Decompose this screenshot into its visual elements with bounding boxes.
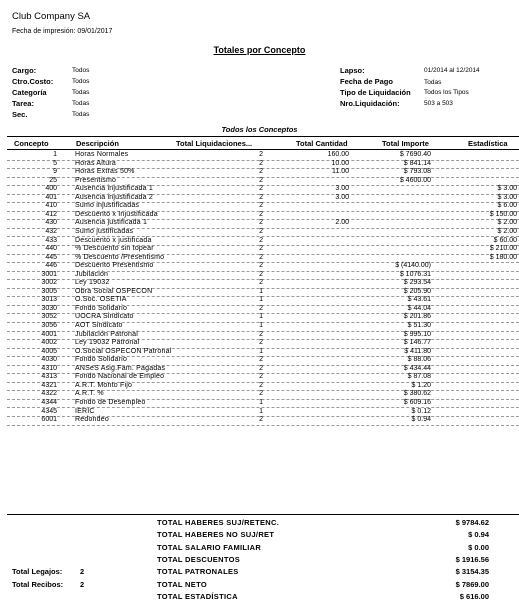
cell-desc: UOCRA Sindicato bbox=[75, 313, 134, 321]
cell-code: 3005 bbox=[41, 287, 57, 295]
cell-liq: 2 bbox=[259, 364, 263, 372]
total-legajos-value: 2 bbox=[80, 567, 85, 576]
cell-code: 400 bbox=[45, 185, 57, 193]
cell-liq: 2 bbox=[259, 227, 263, 235]
filter-cargo-value: Todos bbox=[72, 67, 90, 74]
cell-desc: Fondo Solidario bbox=[75, 356, 128, 364]
cell-imp: $ 43.61 bbox=[407, 296, 431, 304]
total-value: $ 9784.62 bbox=[455, 518, 489, 527]
col-header-cantidad: Total Cantidad bbox=[296, 139, 348, 148]
cell-desc: Ley 19032 bbox=[75, 279, 110, 287]
total-label: TOTAL SALARIO FAMILIAR bbox=[157, 542, 262, 552]
cell-desc: Ausencia injustificada 1 bbox=[75, 185, 153, 193]
total-label: TOTAL HABERES NO SUJ/RET bbox=[157, 530, 275, 540]
header-rule-bottom bbox=[7, 149, 519, 150]
total-recibos-label: Total Recibos: bbox=[12, 580, 64, 589]
cell-est: $ 150.00 bbox=[489, 210, 517, 218]
cell-desc: Fondo Solidario bbox=[75, 304, 128, 312]
cell-imp: $ 411.80 bbox=[404, 347, 431, 355]
cell-imp: $ 7690.40 bbox=[399, 151, 431, 158]
cell-code: 3001 bbox=[41, 270, 57, 278]
cell-liq: 1 bbox=[259, 313, 263, 321]
cell-code: 3013 bbox=[41, 296, 57, 304]
cell-code: 4001 bbox=[41, 330, 57, 338]
filter-lapso-value: 01/2014 al 12/2014 bbox=[424, 67, 480, 74]
cell-code: 445 bbox=[45, 253, 57, 261]
total-label: TOTAL NETO bbox=[157, 579, 207, 589]
cell-desc: A.R.T. % bbox=[75, 390, 104, 398]
filter-tarea-label: Tarea: bbox=[12, 99, 34, 108]
cell-imp: $ 609.16 bbox=[403, 398, 431, 406]
cell-liq: 2 bbox=[259, 159, 263, 167]
company-name: Club Company SA bbox=[12, 11, 91, 22]
cell-liq: 1 bbox=[259, 398, 263, 406]
cell-desc: Ley 19032 Patronal bbox=[75, 339, 140, 347]
cell-code: 4322 bbox=[41, 390, 57, 398]
cell-code: 4005 bbox=[41, 347, 57, 355]
filter-cargo-label: Cargo: bbox=[12, 66, 37, 75]
cell-desc: O.Social OSPECON Patronal bbox=[75, 347, 172, 355]
cell-imp: $ 201.86 bbox=[403, 313, 431, 321]
cell-desc: Descuento Presentismo bbox=[75, 262, 154, 270]
cell-code: 433 bbox=[45, 236, 57, 244]
cell-desc: Horas Altura bbox=[75, 159, 116, 167]
cell-liq: 1 bbox=[259, 407, 263, 415]
filter-tipoliq-label: Tipo de Liquidación bbox=[340, 88, 411, 97]
cell-code: 430 bbox=[45, 219, 57, 227]
cell-est: $ 3.00 bbox=[497, 193, 517, 201]
cell-desc: A.R.T. Monto Fijo bbox=[75, 381, 133, 389]
cell-liq: 1 bbox=[259, 296, 263, 304]
cell-code: 4310 bbox=[41, 364, 57, 372]
cell-liq: 2 bbox=[259, 304, 263, 312]
report-title-text: Totales por Concepto bbox=[213, 45, 306, 55]
cell-desc: Jubilación Patronal bbox=[75, 330, 138, 338]
col-header-concepto: Concepto bbox=[14, 139, 49, 148]
cell-imp: $ 995.10 bbox=[403, 330, 431, 338]
cell-code: 4002 bbox=[41, 339, 57, 347]
cell-desc: IERIC bbox=[75, 407, 95, 415]
cell-imp: $ 1.20 bbox=[411, 381, 431, 389]
cell-desc: Ausencia justificada 1 bbox=[75, 219, 148, 227]
cell-imp: $ 434.44 bbox=[403, 364, 431, 372]
cell-code: 446 bbox=[45, 262, 57, 270]
cell-code: 6001 bbox=[41, 416, 57, 424]
total-value: $ 0.00 bbox=[468, 542, 489, 552]
cell-liq: 2 bbox=[259, 185, 263, 193]
cell-desc: Horas Normales bbox=[75, 151, 129, 158]
cell-code: 410 bbox=[45, 202, 57, 210]
col-header-descripcion: Descripción bbox=[76, 139, 119, 148]
cell-est: $ 210.00 bbox=[489, 245, 517, 253]
total-value: $ 0.94 bbox=[468, 530, 489, 540]
cell-imp: $ 51.30 bbox=[407, 322, 431, 329]
cell-code: 1 bbox=[53, 151, 57, 158]
cell-liq: 1 bbox=[259, 347, 263, 355]
cell-code: 401 bbox=[45, 193, 57, 201]
cell-desc: Descuento x Injustificada bbox=[75, 210, 158, 218]
cell-code: 4030 bbox=[41, 356, 57, 364]
cell-imp: $ 87.08 bbox=[407, 373, 431, 381]
cell-liq: 1 bbox=[259, 287, 263, 295]
cell-liq: 2 bbox=[259, 210, 263, 218]
total-label: TOTAL DESCUENTOS bbox=[157, 554, 241, 564]
cell-liq: 2 bbox=[259, 202, 263, 210]
filter-categoria-label: Categoría bbox=[12, 88, 47, 97]
filter-tarea-value: Todas bbox=[72, 100, 90, 107]
cell-code: 3052 bbox=[41, 313, 57, 321]
cell-liq: 2 bbox=[259, 168, 263, 176]
filter-lapso-label: Lapso: bbox=[340, 66, 365, 75]
filter-sec-value: Todas bbox=[72, 111, 90, 118]
cell-desc: % Descuento sin topear bbox=[75, 245, 154, 253]
filter-fechapago-value: Todas bbox=[424, 79, 442, 86]
cell-desc: O.Soc. OSETIA bbox=[75, 296, 127, 304]
cell-imp: $ 0.12 bbox=[411, 407, 431, 415]
cell-est: $ 180.00 bbox=[489, 253, 517, 261]
cell-imp: $ 88.06 bbox=[407, 356, 431, 364]
cell-liq: 2 bbox=[259, 279, 263, 287]
cell-imp: $ 293.54 bbox=[403, 279, 431, 287]
cell-code: 412 bbox=[45, 210, 57, 218]
total-label: TOTAL ESTADÍSTICA bbox=[157, 591, 238, 601]
cell-cant: 3.00 bbox=[335, 193, 349, 201]
total-value: $ 1916.56 bbox=[455, 554, 489, 564]
cell-cant: 10.00 bbox=[331, 159, 349, 167]
cell-liq: 2 bbox=[259, 193, 263, 201]
total-label: TOTAL PATRONALES bbox=[157, 567, 239, 577]
cell-imp: $ 44.04 bbox=[407, 304, 431, 312]
cell-liq: 2 bbox=[259, 330, 263, 338]
filter-ctrocosto-value: Todos bbox=[72, 78, 90, 85]
cell-code: 3002 bbox=[41, 279, 57, 287]
cell-imp: $ 205.90 bbox=[403, 287, 431, 295]
cell-code: 4313 bbox=[41, 373, 57, 381]
total-value: $ 3154.35 bbox=[455, 567, 489, 577]
col-header-estadistica: Estadística bbox=[468, 139, 508, 148]
filter-ctrocosto-label: Ctro.Costo: bbox=[12, 77, 54, 86]
report-title bbox=[0, 45, 519, 55]
cell-code: 3030 bbox=[41, 304, 57, 312]
cell-est: $ 2.00 bbox=[497, 219, 517, 227]
cell-imp: $ 146.77 bbox=[403, 339, 431, 347]
cell-liq: 2 bbox=[259, 176, 263, 184]
cell-cant: 11.00 bbox=[332, 168, 349, 176]
cell-code: 4321 bbox=[41, 381, 57, 389]
cell-liq: 2 bbox=[259, 219, 263, 227]
cell-desc: ANSeS Asig.Fam. Pagadas bbox=[75, 364, 166, 372]
print-date: Fecha de impresión: 09/01/2017 bbox=[12, 28, 113, 35]
cell-desc: Descuento x justificada bbox=[75, 236, 152, 244]
cell-desc: Sumo injustificadas bbox=[75, 202, 140, 210]
cell-liq: 2 bbox=[259, 245, 263, 253]
cell-imp: $ (4140.00) bbox=[395, 262, 431, 270]
cell-imp: $ 380.62 bbox=[403, 390, 431, 398]
cell-code: 4344 bbox=[41, 398, 57, 406]
cell-liq: 2 bbox=[259, 373, 263, 381]
cell-liq: 2 bbox=[259, 339, 263, 347]
cell-code: 440 bbox=[45, 245, 57, 253]
cell-liq: 2 bbox=[259, 262, 263, 270]
cell-desc: Presentismo bbox=[75, 176, 117, 184]
cell-code: 3056 bbox=[41, 322, 57, 329]
cell-est: $ 60.00 bbox=[493, 236, 517, 244]
section-title: Todos los Conceptos bbox=[221, 125, 298, 134]
total-label: TOTAL HABERES SUJ/RETENC. bbox=[157, 518, 280, 527]
filter-fechapago-label: Fecha de Pago bbox=[340, 77, 393, 86]
total-legajos-label: Total Legajos: bbox=[12, 567, 63, 576]
cell-imp: $ 4600.00 bbox=[399, 176, 431, 184]
cell-liq: 2 bbox=[259, 416, 263, 424]
cell-code: 9 bbox=[53, 168, 57, 176]
cell-cant: 3.00 bbox=[335, 185, 349, 193]
total-value: $ 616.00 bbox=[459, 591, 489, 601]
cell-desc: Sumo justificadas bbox=[75, 227, 134, 235]
cell-liq: 2 bbox=[259, 270, 263, 278]
cell-imp: $ 1076.31 bbox=[399, 270, 431, 278]
cell-liq: 1 bbox=[259, 322, 263, 329]
col-header-liquidaciones: Total Liquidaciones... bbox=[176, 139, 253, 148]
cell-code: 5 bbox=[53, 159, 57, 167]
cell-liq: 2 bbox=[259, 381, 263, 389]
cell-liq: 2 bbox=[259, 236, 263, 244]
cell-cant: 2.00 bbox=[335, 219, 349, 227]
cell-est: $ 3.00 bbox=[497, 185, 517, 193]
total-recibos-value: 2 bbox=[80, 580, 85, 589]
col-header-importe: Total Importe bbox=[382, 139, 429, 148]
cell-desc: Ausencia injustificada 2 bbox=[75, 193, 153, 201]
filter-nroliq-value: 503 a 503 bbox=[424, 100, 453, 107]
cell-desc: Fondo Nacional de Empleo bbox=[75, 373, 165, 381]
header-rule-top bbox=[7, 136, 519, 137]
cell-imp: $ 841.14 bbox=[403, 159, 431, 167]
table-row bbox=[7, 416, 519, 426]
cell-code: 432 bbox=[45, 227, 57, 235]
cell-imp: $ 0.94 bbox=[411, 416, 431, 424]
cell-code: 4345 bbox=[41, 407, 57, 415]
filter-tipoliq-value: Todos los Tipos bbox=[424, 89, 469, 96]
filter-nroliq-label: Nro.Liquidación: bbox=[340, 99, 400, 108]
cell-cant: 160.00 bbox=[327, 151, 349, 158]
cell-desc: Horas Extras 50% bbox=[75, 168, 135, 176]
cell-est: $ 6.00 bbox=[497, 202, 517, 210]
cell-liq: 2 bbox=[259, 390, 263, 398]
cell-imp: $ 793.08 bbox=[403, 168, 431, 176]
filter-categoria-value: Todas bbox=[72, 89, 90, 96]
cell-liq: 2 bbox=[259, 356, 263, 364]
cell-liq: 2 bbox=[259, 151, 263, 158]
total-value: $ 7869.00 bbox=[455, 579, 489, 589]
cell-code: 25 bbox=[49, 176, 57, 184]
cell-desc: Redondeo bbox=[75, 416, 109, 424]
cell-desc: Jubilación bbox=[75, 270, 109, 278]
cell-desc: % Descuento /Presentismo bbox=[75, 253, 165, 261]
cell-est: $ 2.00 bbox=[497, 227, 517, 235]
cell-desc: Obra Social OSPECON bbox=[75, 287, 153, 295]
totals-rule bbox=[7, 514, 519, 515]
cell-desc: AOT Sindicato bbox=[75, 322, 123, 329]
filter-sec-label: Sec. bbox=[12, 110, 28, 119]
cell-desc: Fondo de Desempleo bbox=[75, 398, 146, 406]
cell-liq: 2 bbox=[259, 253, 263, 261]
